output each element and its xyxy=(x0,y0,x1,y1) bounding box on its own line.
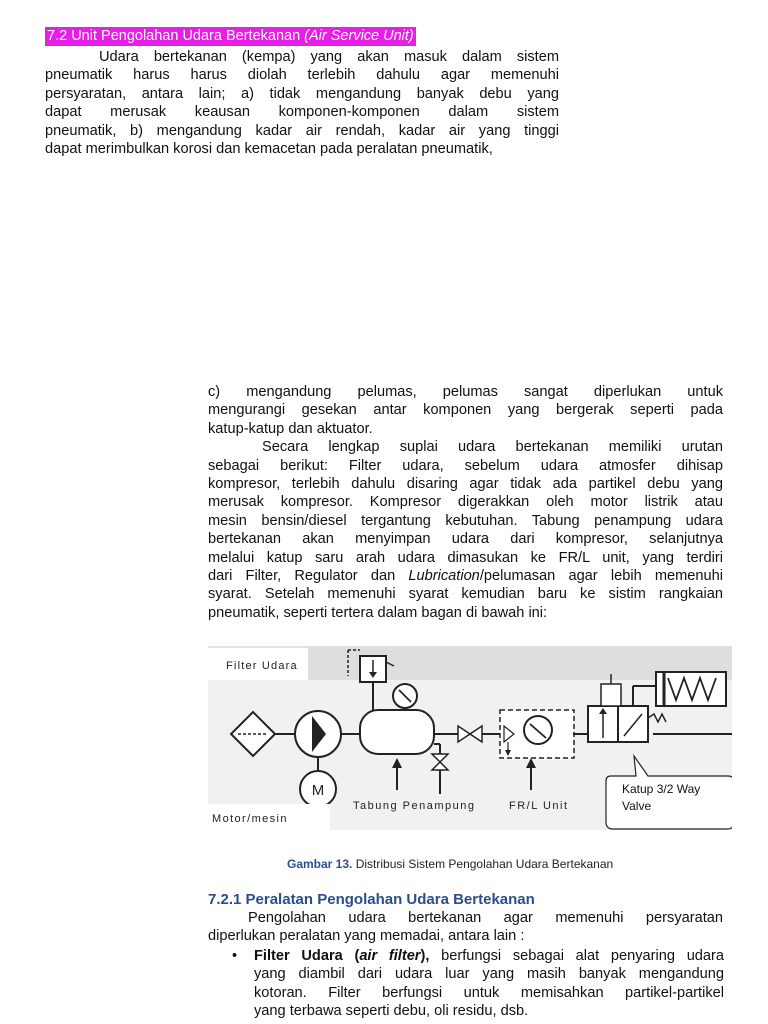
section-heading xyxy=(45,27,416,46)
paragraph-line: Pengolahan udara bertekanan agar memenuhi persyaratan xyxy=(248,910,723,926)
tank-symbol xyxy=(360,710,434,754)
paragraph-line: katup-katup dan aktuator. xyxy=(208,420,373,437)
bullet-bold: Filter Udara ( xyxy=(254,948,360,964)
bullet-line: kotoran. Filter berfungsi untuk memisahkan partikel-partikel xyxy=(254,984,724,1001)
paragraph-line: mesin bensin/diesel tergantung kebutuhan. Tabung penampung udara xyxy=(208,512,723,529)
pneumatic-diagram xyxy=(208,646,732,830)
paragraph-line: mengurangi gesekan antar komponen yang bergerak seperti pada xyxy=(208,402,723,419)
section-title-italic: (Air Service Unit) xyxy=(304,28,414,44)
paragraph-line: dapat merusak keausan komponen-komponen dalam sistem xyxy=(45,104,559,121)
paragraph-line: Udara bertekanan (kempa) yang akan masuk dalam sistem xyxy=(99,49,559,65)
paragraph-line: Secara lengkap suplai udara bertekanan memiliki urutan xyxy=(262,439,723,456)
paragraph-line xyxy=(208,567,723,585)
paragraph-4 xyxy=(208,909,723,946)
valve-label-line-2: Valve xyxy=(622,799,652,813)
bullet-line xyxy=(254,947,724,965)
bullet-bold: ), xyxy=(420,948,430,964)
caption-text: Distribusi Sistem Pengolahan Udara Bertekanan xyxy=(352,857,614,871)
paragraph-line: sebagai berikut: Filter udara, sebelum udara atmosfer dihisap xyxy=(208,457,723,474)
paragraph-line: diperlukan peralatan yang memadai, antara lain : xyxy=(208,928,525,945)
paragraph-2 xyxy=(208,383,723,622)
bullet-text: berfungsi sebagai alat penyaring udara xyxy=(429,948,725,964)
paragraph-line: dapat merimbulkan korosi dan kemacetan pada peralatan pneumatik, xyxy=(45,141,493,158)
paragraph-1 xyxy=(45,48,559,158)
caption-prefix: Gambar 13. xyxy=(287,857,353,871)
text-run: /pelumasan agar lebih memenuhi xyxy=(479,568,724,585)
paragraph-line: merusak kompresor. Kompresor digerakkan oleh motor listrik atau xyxy=(208,494,723,511)
paragraph-line: pneumatik, b) mengandung kadar air rendah, kadar air yang tinggi xyxy=(45,122,559,139)
valve-label-line-1: Katup 3/2 Way xyxy=(622,782,701,796)
bullet-bold-italic: air filter xyxy=(359,948,421,964)
paragraph-line: melalui katup saru arah udara dimasukan ke FR/L unit, yang terdiri xyxy=(208,549,723,566)
paragraph-line: c) mengandung pelumas, pelumas sangat diperlukan untuk xyxy=(208,384,723,400)
paragraph-line: bertekanan akan menyimpan udara dari kompresor, selanjutnya xyxy=(208,531,723,548)
paragraph-line: pneumatik, seperti tertera dalam bagan di bawah ini: xyxy=(208,604,548,621)
valve-actuator xyxy=(601,684,621,706)
subsection-heading: 7.2.1 Peralatan Pengolahan Udara Bertekanan xyxy=(208,891,535,908)
bullet-line: yang diambil dari udara luar yang masih banyak mengandung xyxy=(254,966,724,983)
motor-label: Motor/mesin xyxy=(212,813,288,825)
section-number: 7.2 xyxy=(47,28,68,44)
figure-caption xyxy=(287,857,613,871)
motor-symbol-label: M xyxy=(311,782,325,799)
text-run-italic: Lubrication xyxy=(408,568,480,585)
paragraph-line: syarat. Setelah memenuhi syarat kemudian baru ke sistim rangkaian xyxy=(208,586,723,603)
section-title: Unit Pengolahan Udara Bertekanan xyxy=(71,28,301,44)
text-run: dari Filter, Regulator dan xyxy=(208,568,409,585)
filter-label: Filter Udara xyxy=(226,660,298,672)
frl-label: FR/L Unit xyxy=(509,800,569,812)
paragraph-line: pneumatik harus harus diolah terlebih dahulu agar memenuhi xyxy=(45,67,559,84)
paragraph-line: persyaratan, antara lain; a) tidak mengandung banyak debu yang xyxy=(45,85,559,102)
paragraph-line: kompresor, terlebih dahulu disaring agar tidak ada partikel debu yang xyxy=(208,476,723,493)
tank-label: Tabung Penampung xyxy=(353,800,476,812)
cylinder-symbol xyxy=(656,672,726,706)
bullet-symbol: • xyxy=(232,948,238,964)
bullet-line: yang terbawa seperti debu, oli residu, dsb. xyxy=(254,1003,529,1020)
